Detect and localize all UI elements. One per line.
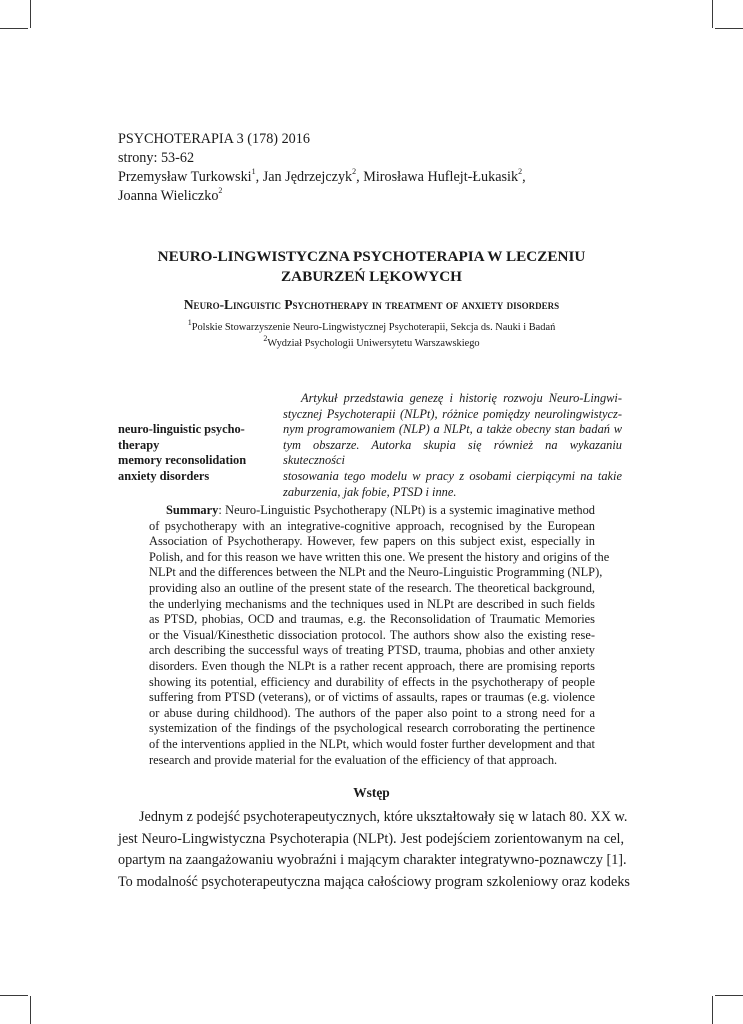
crop-mark: [715, 28, 743, 29]
english-title: Neuro-Linguistic Psychotherapy in treatment of anxiety disorders: [183, 297, 560, 312]
author-affiliation-mark: 2: [218, 186, 223, 196]
affiliation-text: Polskie Stowarzyszenie Neuro-Lingwistycznej Psychoterapii, Sekcja ds. Nauki i Badań: [191, 322, 556, 333]
summary-line: as PTSD, phobias, OCD and traumas, e.g. the Reconsolidation of Traumatic Memories: [149, 612, 595, 627]
page-range: strony: 53-62: [118, 150, 195, 166]
section-heading: Wstęp: [353, 785, 390, 800]
crop-mark: [30, 996, 31, 1024]
crop-mark: [30, 0, 31, 28]
title-line: ZABURZEŃ LĘKOWYCH: [280, 268, 462, 285]
crop-mark: [712, 996, 713, 1024]
summary-line: [149, 503, 595, 519]
author-name: Joanna Wieliczko: [118, 188, 219, 204]
authors-line: [118, 168, 526, 187]
body-line: opartym na zaangażowaniu wyobraźni i mającym charakter integratywno-poznawczy [1].: [118, 852, 627, 868]
keywords: [118, 422, 268, 484]
crop-mark: [0, 995, 28, 996]
summary-line: suffering from PTSD (veterans), or of victims of assaults, rapes or traumas (e.g. violence: [149, 690, 595, 705]
summary-line: research and provide material for the evaluation of the efficiency of that approach.: [149, 752, 558, 767]
author-affiliation-mark: 2: [518, 167, 523, 177]
body-line: To modalność psychoterapeutyczna mająca całościowy program szkoleniowy oraz kodeks: [118, 873, 630, 890]
affiliation-text: Wydział Psychologii Uniwersytetu Warszawskiego: [267, 338, 480, 349]
abstract-line: nym programowaniem (NLP) a NLPt, a także obecny stan badań w: [283, 422, 622, 437]
body-line: jest Neuro-Lingwistyczna Psychoterapia (NLPt). Jest podejściem zorientowanym na cel,: [118, 830, 624, 847]
keyword: neuro-linguistic psycho-: [118, 422, 245, 436]
author-name: , Jan Jędrzejczyk: [255, 169, 353, 185]
journal-issue: PSYCHOTERAPIA 3 (178) 2016: [118, 131, 310, 147]
english-summary: [149, 503, 610, 768]
summary-line: or abuse during childhood). The authors of the paper also point to a strong need for a: [149, 705, 595, 720]
affiliation: [100, 333, 643, 349]
author-name: Przemysław Turkowski: [118, 169, 252, 185]
keyword: memory reconsolidation: [118, 453, 247, 468]
summary-line: NLPt and the differences between the NLPt and the Neuro-Linguistic Programming (NLP),: [149, 565, 603, 580]
abstract-line: stycznej Psychoterapii (NLPt), różnice pomiędzy neurolingwistycz-: [283, 406, 622, 421]
authors-line: [118, 187, 526, 206]
abstract-line: zaburzenia, jak fobie, PTSD i inne.: [283, 484, 457, 499]
author-affiliation-mark: 1: [251, 167, 256, 177]
summary-line: Polish, and for this reason we have written this one. We present the history and origins of the: [149, 549, 610, 564]
summary-label: Summary: [166, 503, 219, 517]
body-paragraph: [118, 807, 630, 893]
keyword: therapy: [118, 437, 160, 452]
author-separator: ,: [522, 169, 526, 185]
abstract-line: stosowania tego modelu w pracy z osobami cierpiącymi na takie: [283, 468, 622, 483]
summary-line: disorders. Even though the NLPt is a rather recent approach, there are promising reports: [149, 658, 595, 673]
summary-line: arch describing the successful ways of treating PTSD, trauma, phobias and other anxiety: [149, 643, 595, 658]
keyword: anxiety disorders: [118, 468, 210, 483]
summary-line: of psychotherapy with an integrative-cognitive approach, recognised by the European: [149, 518, 595, 533]
summary-line: providing also an outline of the present state of the research. The theoretical background,: [149, 580, 595, 595]
summary-text: : Neuro-Linguistic Psychotherapy (NLPt) is a systemic imaginative method: [218, 503, 595, 517]
crop-mark: [715, 995, 743, 996]
affiliation: [100, 317, 643, 333]
summary-line: of the interventions applied in the NLPt, which would foster further development and that: [149, 736, 595, 751]
polish-abstract: [283, 391, 622, 500]
summary-line: systemization of the findings of the psychological research corroborating the pertinence: [149, 721, 595, 736]
article-header: [118, 130, 526, 206]
author-name: , Mirosława Huflejt-Łukasik: [356, 169, 519, 185]
article-title: [100, 247, 643, 287]
body-line: Jednym z podejść psychoterapeutycznych, które ukształtowały się w latach 80. XX w.: [139, 809, 628, 825]
summary-line: the underlying mechanisms and the techniques used in NLPt are described in such fields: [149, 596, 595, 611]
summary-line: or the Visual/Kinesthetic dissociation protocol. The authors show also the existing rese-: [149, 627, 595, 642]
summary-line: Association of Psychotherapy. However, few papers on this subject exist, especially in: [149, 534, 595, 549]
crop-mark: [712, 0, 713, 28]
abstract-line: Artykuł przedstawia genezę i historię rozwoju Neuro-Lingwi-: [301, 391, 622, 405]
affiliation-mark: 1: [187, 317, 192, 327]
crop-mark: [0, 28, 28, 29]
title-line: NEURO-LINGWISTYCZNA PSYCHOTERAPIA W LECZENIU: [157, 248, 586, 265]
abstract-line: tym obszarze. Autorka skupia się również na wykazaniu skuteczności: [283, 437, 622, 468]
summary-line: showing its potential, efficiency and durability of effects in the psychotherapy of people: [149, 674, 595, 689]
affiliation-mark: 2: [263, 333, 268, 343]
author-affiliation-mark: 2: [352, 167, 357, 177]
